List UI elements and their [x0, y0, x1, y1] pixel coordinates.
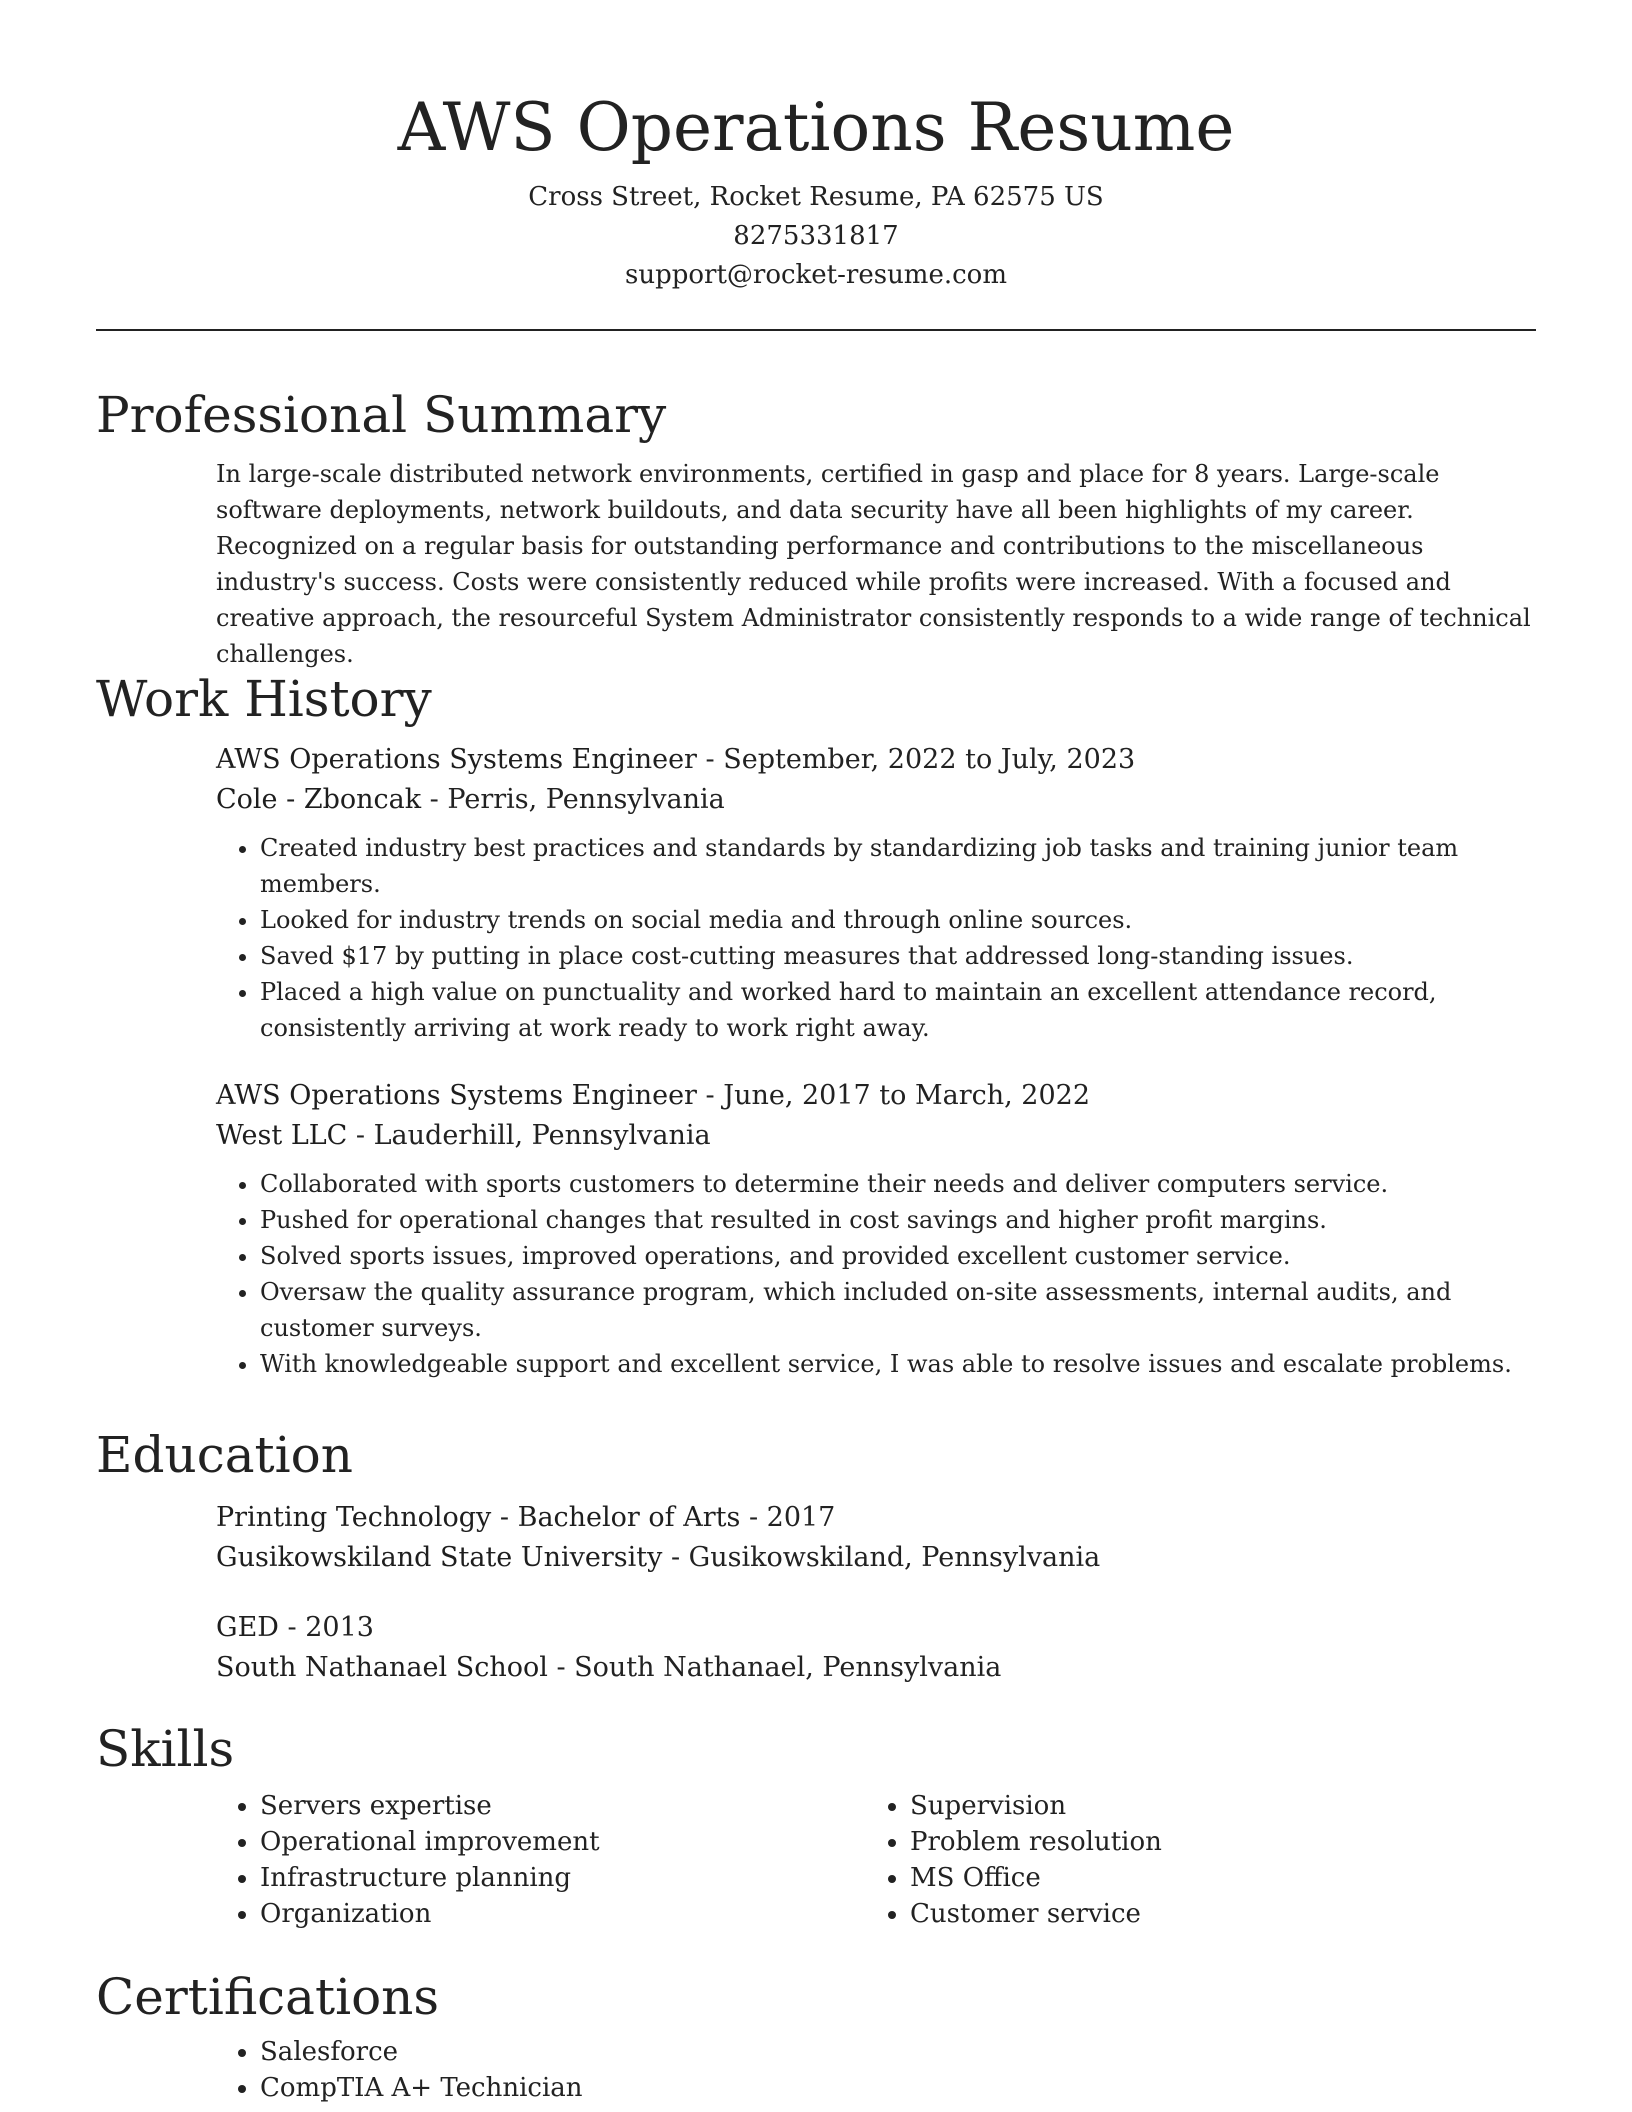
education-year: - 2017: [740, 1502, 836, 1533]
job-location: - Lauderhill, Pennsylvania: [347, 1120, 711, 1151]
list-item: • Placed a high value on punctuality and worked hard to maintain an excellent attendance record, consistently arriving at work ready to work right away.: [260, 974, 1536, 1046]
job-company: West LLC: [216, 1120, 348, 1151]
resume-page: [96, 0, 1536, 2103]
education-degree: Printing Technology - Bachelor of Arts: [216, 1502, 741, 1533]
list-item: • Saved $17 by putting in place cost-cutting measures that addressed long-standing issues.: [260, 938, 1536, 974]
summary-heading: Professional Summary: [96, 386, 667, 444]
job-duties: [216, 830, 1536, 1046]
job-header: [216, 1076, 1536, 1116]
education-school: South Nathanael School: [216, 1652, 548, 1683]
list-item: • MS Office: [910, 1860, 1516, 1896]
education-year: - 2013: [278, 1612, 374, 1643]
skills-column-left: [216, 1788, 866, 1932]
job-company: Cole - Zboncak: [216, 784, 422, 815]
list-item: • With knowledgeable support and excellent service, I was able to resolve issues and escalate problems.: [260, 1346, 1536, 1382]
address: Cross Street, Rocket Resume, PA 62575 US: [528, 182, 1104, 212]
list-item: • Solved sports issues, improved operations, and provided excellent customer service.: [260, 1238, 1536, 1274]
list-item: • Infrastructure planning: [260, 1860, 866, 1896]
list-item: • CompTIA A+ Technician: [260, 2070, 1536, 2106]
job-employer: [216, 780, 1536, 820]
summary-text: In large-scale distributed network environments, certified in gasp and place for 8 years. Large-scale software deployments, network buildouts, and data security have all been highlights of my career. Recognized on a regular basis for outstanding performance and contributions to the miscellaneous industry's success. Costs were consistently reduced while profits were increased. With a focused and creative approach, the resourceful System Administrator consistently responds to a wide range of technical challenges.: [216, 460, 1531, 668]
job-entry: [216, 1076, 1536, 1382]
education-degree-line: [216, 1608, 1536, 1648]
certifications-heading: Certifications: [96, 1968, 440, 2026]
education-heading: Education: [96, 1426, 353, 1484]
job-location: - Perris, Pennsylvania: [421, 784, 725, 815]
certifications-list: [216, 2034, 1536, 2106]
education-entry: [216, 1498, 1536, 1578]
skills-section: [96, 1718, 1536, 1932]
resume-title: AWS Operations Resume: [397, 89, 1235, 166]
job-dates: - June, 2017 to March, 2022: [696, 1080, 1091, 1111]
email: support@rocket-resume.com: [624, 260, 1007, 290]
list-item: • Pushed for operational changes that resulted in cost savings and higher profit margins.: [260, 1202, 1536, 1238]
skills-heading: Skills: [96, 1720, 235, 1778]
list-item: • Customer service: [910, 1896, 1516, 1932]
list-item: • Organization: [260, 1896, 866, 1932]
list-item: • Created industry best practices and standards by standardizing job tasks and training junior team members.: [260, 830, 1536, 902]
list-item: • Collaborated with sports customers to determine their needs and deliver computers service.: [260, 1166, 1536, 1202]
list-item: • Operational improvement: [260, 1824, 866, 1860]
job-duties: [216, 1166, 1536, 1382]
job-employer: [216, 1116, 1536, 1156]
job-role: AWS Operations Systems Engineer: [216, 744, 697, 775]
list-item: • Oversaw the quality assurance program, which included on-site assessments, internal audits, and customer surveys.: [260, 1274, 1536, 1346]
skills-grid: [216, 1788, 1536, 1932]
summary-section: [96, 384, 1536, 672]
list-item: • Supervision: [910, 1788, 1516, 1824]
list-item: • Servers expertise: [260, 1788, 866, 1824]
education-school-line: [216, 1538, 1536, 1578]
education-school: Gusikowskiland State University: [216, 1542, 663, 1573]
work-section: [96, 668, 1536, 1382]
education-degree: GED: [216, 1612, 279, 1643]
list-item: • Salesforce: [260, 2034, 1536, 2070]
list-item: • Looked for industry trends on social media and through online sources.: [260, 902, 1536, 938]
job-entry: [216, 740, 1536, 1046]
work-heading: Work History: [96, 670, 432, 728]
skills-column-right: [866, 1788, 1516, 1932]
education-school-line: [216, 1648, 1536, 1688]
phone: 8275331817: [733, 221, 899, 251]
job-role: AWS Operations Systems Engineer: [216, 1080, 697, 1111]
education-entry: [216, 1608, 1536, 1688]
job-dates: - September, 2022 to July, 2023: [696, 744, 1136, 775]
header-divider: [96, 329, 1536, 331]
education-degree-line: [216, 1498, 1536, 1538]
education-location: - Gusikowskiland, Pennsylvania: [662, 1542, 1101, 1573]
job-header: [216, 740, 1536, 780]
list-item: • Problem resolution: [910, 1824, 1516, 1860]
certifications-section: [96, 1966, 1536, 2106]
resume-header: [96, 0, 1536, 295]
education-location: - South Nathanael, Pennsylvania: [547, 1652, 1002, 1683]
education-section: [96, 1424, 1536, 1688]
contact-info: [96, 178, 1536, 295]
